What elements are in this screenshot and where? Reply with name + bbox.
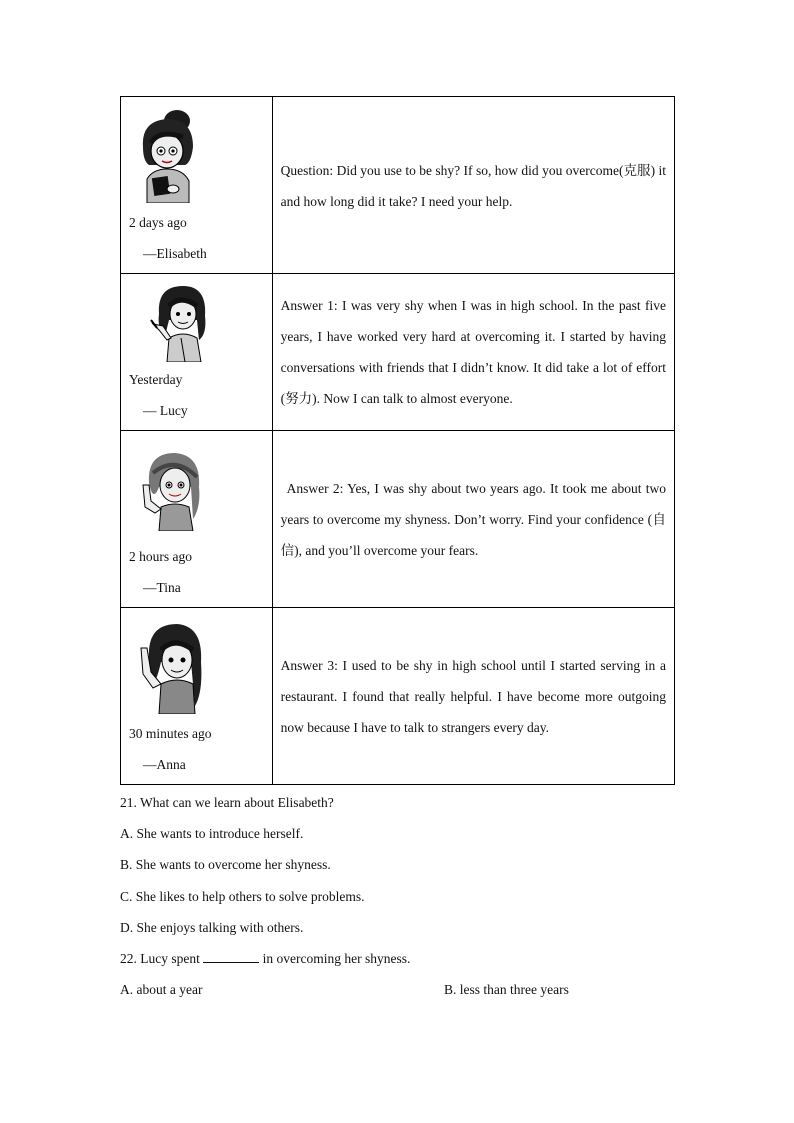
post-author-cell <box>121 608 273 785</box>
post-row <box>121 431 675 608</box>
question-21-option-d: D. She enjoys talking with others. <box>120 919 304 935</box>
post-row <box>121 97 675 274</box>
question-text: Question: Did you use to be shy? If so, how did you overcome(克服) it and how long did it take? I need your help. <box>280 163 666 209</box>
post-author-cell <box>121 97 273 274</box>
question-22-options <box>120 974 675 1005</box>
post-text-cell <box>272 608 674 785</box>
answer-text: Answer 2: Yes, I was shy about two years ago. It took me about two years to overcome my shyness. Don’t worry. Find your confidence (自信), and you’ll overcome your fears. <box>280 481 666 558</box>
post-time: Yesterday <box>129 372 183 387</box>
question-21-stem: 21. What can we learn about Elisabeth? <box>120 795 334 810</box>
question-21-option-a: A. She wants to introduce herself. <box>120 826 304 842</box>
post-row <box>121 608 675 785</box>
questions-section <box>120 787 675 1005</box>
question-22-option-b: B. less than three years <box>444 982 569 998</box>
post-time: 2 hours ago <box>129 549 192 564</box>
girl-raising-finger-icon <box>135 447 205 531</box>
post-author: —Tina <box>143 580 181 595</box>
post-author-cell <box>121 431 273 608</box>
girl-pointing-finger-icon <box>147 280 213 362</box>
answer-text: Answer 3: I used to be shy in high school until I started serving in a restaurant. I found that really helpful. I have become more outgoing now because I have to talk to strangers every day. <box>280 658 666 735</box>
post-author-cell <box>121 274 273 431</box>
post-author: —Anna <box>143 757 186 772</box>
forum-table <box>120 96 675 785</box>
post-text-cell <box>272 274 674 431</box>
woman-with-hair-bun-holding-phone-icon <box>133 107 201 203</box>
post-text-cell <box>272 431 674 608</box>
question-22-option-a: A. about a year <box>120 982 203 998</box>
post-text-cell <box>272 97 674 274</box>
post-author: —Elisabeth <box>143 246 207 261</box>
question-21-option-c: C. She likes to help others to solve problems. <box>120 888 365 904</box>
question-21-option-b: B. She wants to overcome her shyness. <box>120 857 331 873</box>
long-haired-girl-raising-finger-icon <box>135 618 207 714</box>
post-row <box>121 274 675 431</box>
post-author: — Lucy <box>143 403 188 418</box>
question-22-stem <box>120 943 675 974</box>
post-time: 2 days ago <box>129 215 187 230</box>
post-time: 30 minutes ago <box>129 726 212 741</box>
question-22-stem-start: 22. Lucy spent <box>120 951 204 967</box>
question-22-stem-end: in overcoming her shyness. <box>259 951 411 967</box>
answer-blank <box>203 950 259 963</box>
answer-text: Answer 1: I was very shy when I was in high school. In the past five years, I have worked very hard at overcoming it. I started by having conversations with friends that I didn’t know. It did take a lot of effort (努力). Now I can talk to almost everyone. <box>280 298 666 406</box>
